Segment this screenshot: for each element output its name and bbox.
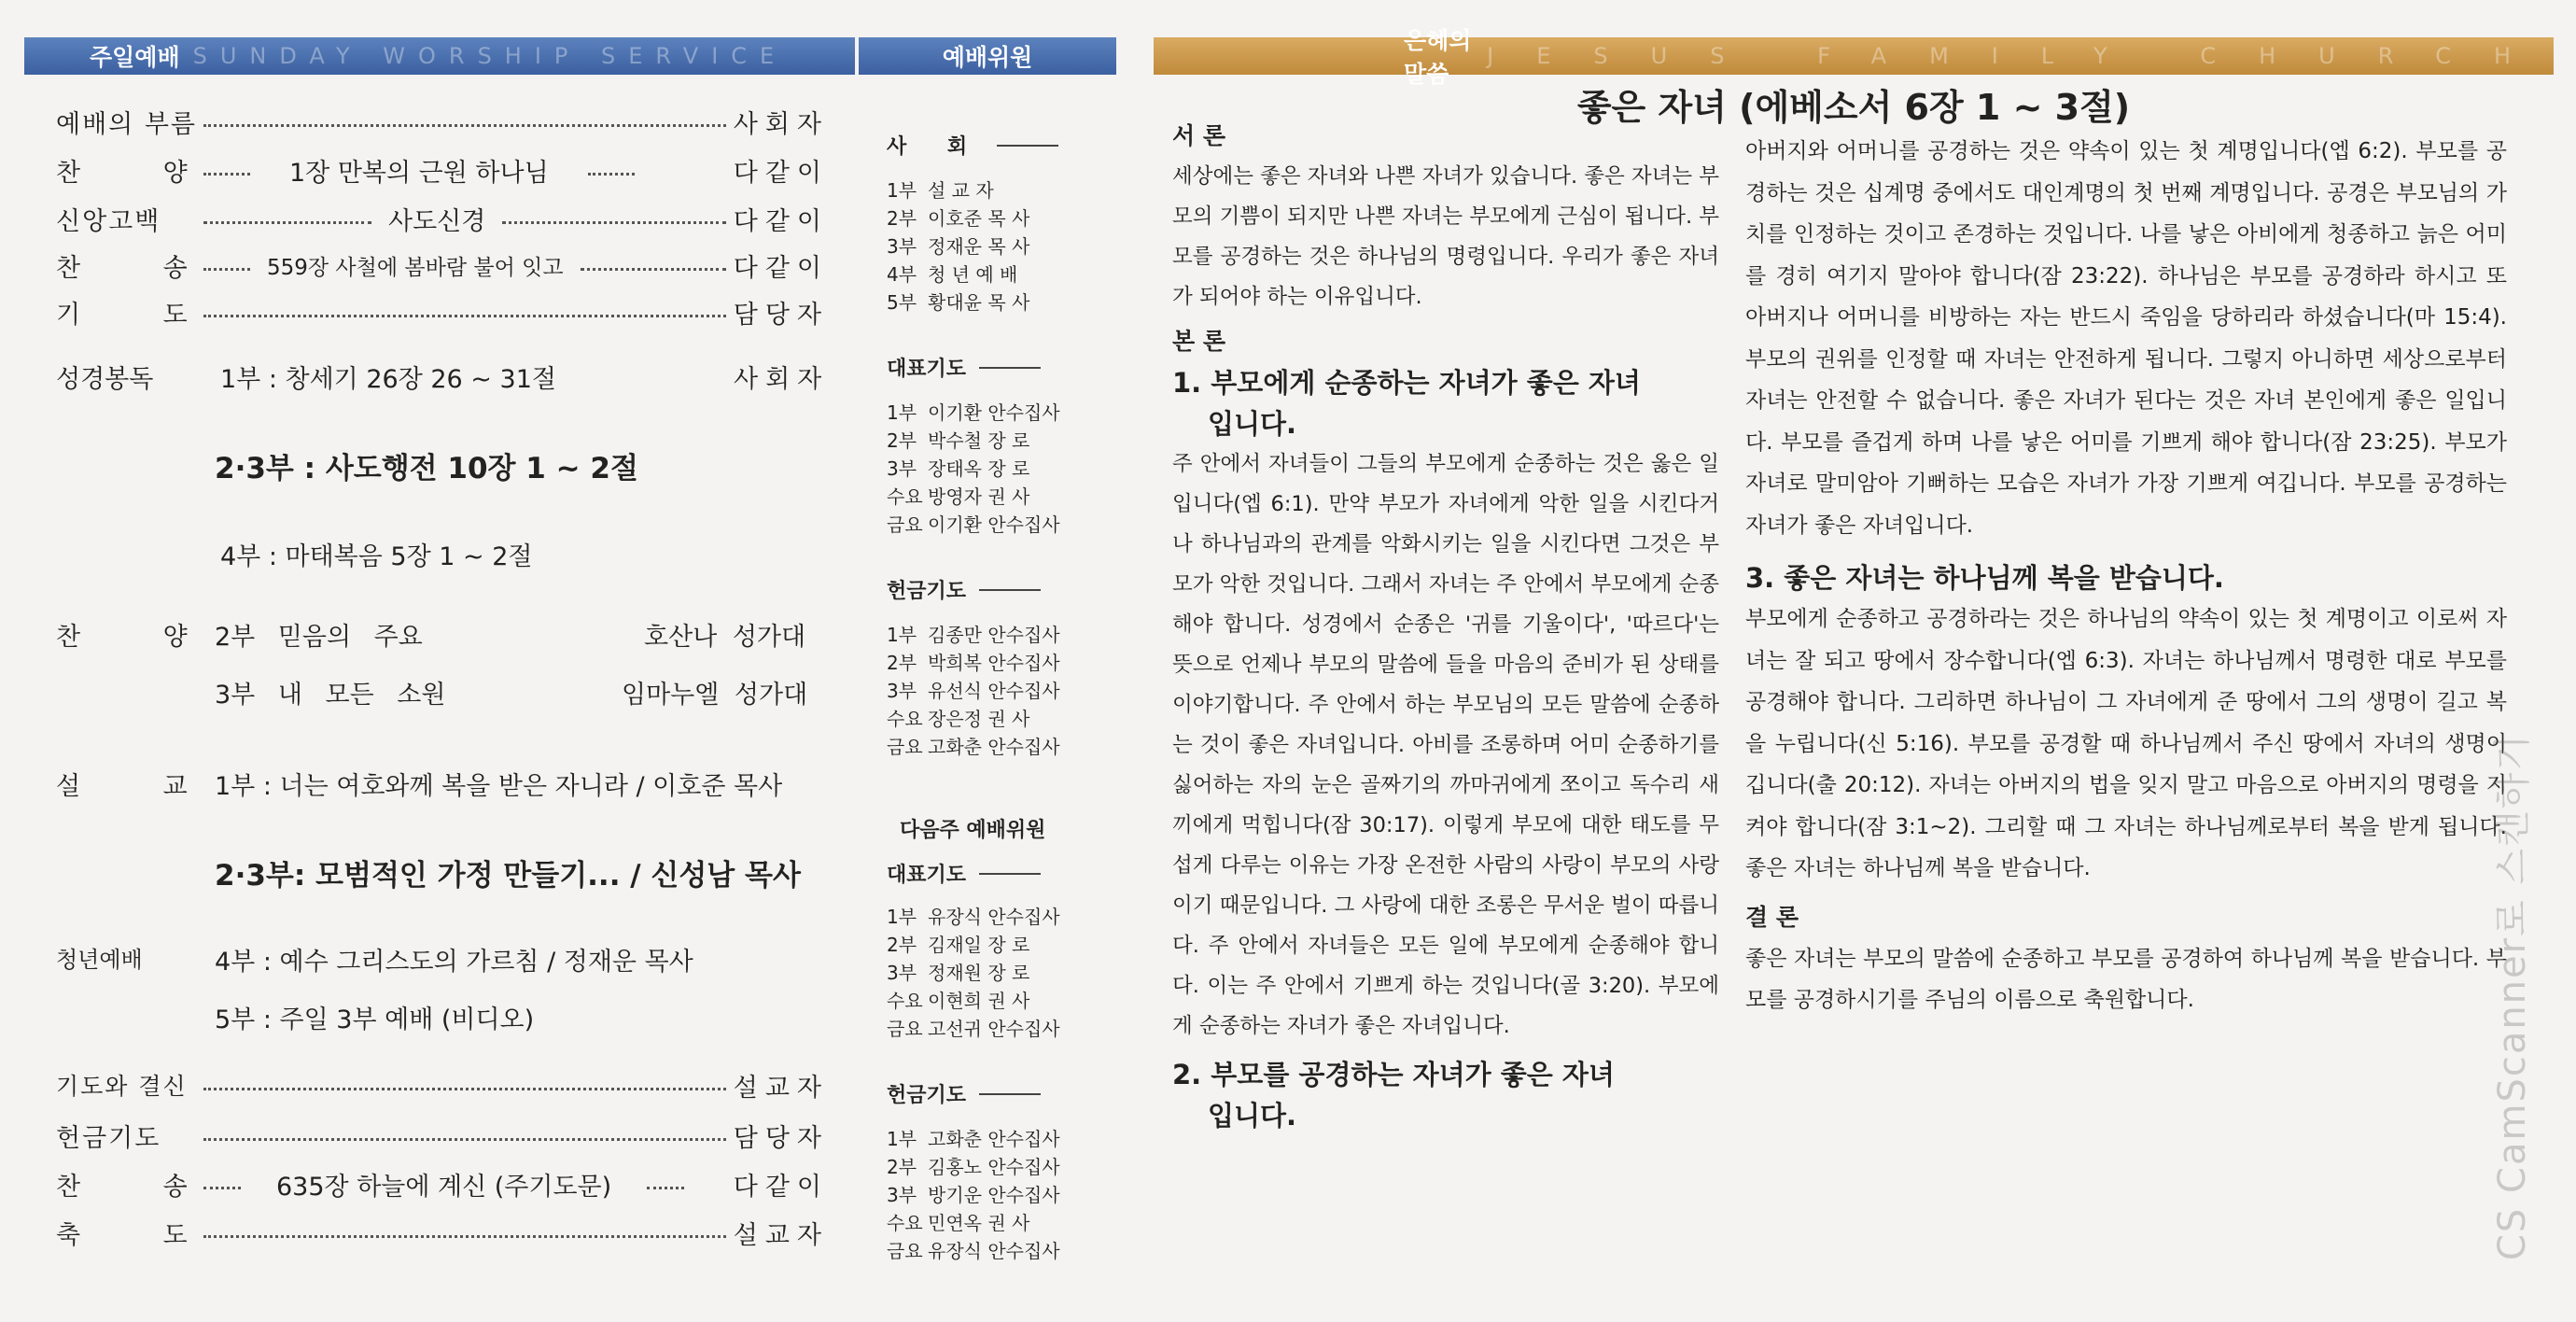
staff-part: 3부 <box>887 457 917 480</box>
praise-part2: 2부 믿음의 주요 <box>215 623 423 652</box>
staff-group-title <box>887 131 1058 160</box>
staff-row <box>887 176 1094 204</box>
praise-choir2: 호산나 성가대 <box>644 623 806 652</box>
order-offering <box>56 1117 829 1154</box>
sermon-column-right <box>1745 131 2507 1021</box>
next-week-title <box>900 814 1045 843</box>
staff-name: 김종만 안수집사 <box>928 624 1060 646</box>
order-label: 설 교 <box>56 772 225 801</box>
order-role: 사회자 <box>733 109 829 139</box>
order-decision <box>56 1066 829 1104</box>
point1-heading <box>1172 362 1719 444</box>
staff-part: 1부 <box>887 179 917 202</box>
order-label: 축 도 <box>56 1220 225 1250</box>
order-role: 다같이 <box>733 253 829 283</box>
worship-english-title: SUNDAY WORSHIP SERVICE <box>192 43 788 69</box>
staff-name: 방기운 안수집사 <box>928 1184 1060 1206</box>
staff-row <box>887 1208 1094 1236</box>
point3-heading: 3. 좋은 자녀는 하나님께 복을 받습니다. <box>1745 562 2224 594</box>
staff-name: 고화춘 안수집사 <box>928 736 1060 758</box>
staff-part: 3부 <box>887 1184 917 1206</box>
staff-name: 유장식 안수집사 <box>928 1240 1060 1262</box>
staff-row <box>887 704 1094 732</box>
staff-group-title-text: 사 회 <box>887 135 985 159</box>
dotted-leader <box>203 1088 726 1090</box>
staff-part: 2부 <box>887 1156 917 1178</box>
sermon-header-band <box>1154 27 2554 88</box>
dotted-leader <box>647 1187 684 1189</box>
sermon-part23: 2·3부: 모범적인 가정 만들기... / 신성남 목사 <box>215 859 801 893</box>
order-text: 559장 사철에 봄바람 불어 잇고 <box>267 255 564 280</box>
order-label: 예배의 부름 <box>56 109 197 139</box>
order-text: 635장 하늘에 계신 (주기도문) <box>276 1172 612 1202</box>
point3-text: 부모에게 순종하고 공경하라는 것은 하나님의 약속이 있는 첫 계명이고 이로써 자녀는 잘 되고 땅에서 장수합니다(엡 6:3). 자녀는 하나님께서 명령한 대로 부모를 공경해야 합니다. 그리하면 하나님이 그 자녀에게 준 땅에서 그의 생명이 길고 복을 누립니다(신 5:16). 부모를 공경할 때 하나님께서 주신 땅에서 자녀의 생명이 깁니다(출 20:12). 자녀는 아버지의 법을 잊지 말고 마음으로 아버지의 명령을 지켜야 합니다(잠 3:1~2). 그리할 때 그 자녀는 하나님께로부터 복을 받게 됩니다. 좋은 자녀는 하나님께 복을 받습니다. <box>1745 607 2507 880</box>
staff-name: 이기환 안수집사 <box>928 513 1060 536</box>
point2-heading-line1: 2. 부모를 공경하는 자녀가 좋은 자녀 <box>1172 1059 1615 1090</box>
staff-row <box>887 732 1094 760</box>
staff-name: 유선식 안수집사 <box>928 680 1060 702</box>
staff-name: 이기환 안수집사 <box>928 401 1060 424</box>
staff-row <box>887 482 1094 510</box>
order-role: 다같이 <box>733 158 829 188</box>
point2-heading <box>1172 1054 1719 1136</box>
order-label: 찬 송 <box>56 1172 225 1202</box>
worship-title: 주일예배 <box>90 44 180 71</box>
order-call <box>56 103 829 140</box>
title-rule <box>997 145 1058 147</box>
scripture-part1: 1부 : 창세기 26장 26 ~ 31절 <box>220 365 556 394</box>
order-text: 1장 만복의 근원 하나님 <box>289 158 549 188</box>
staff-row <box>887 232 1094 260</box>
order-role: 담당자 <box>733 1123 829 1153</box>
staff-name: 민연옥 권 사 <box>928 1212 1030 1234</box>
staff-name: 설 교 자 <box>928 179 994 202</box>
staff-row <box>887 620 1094 648</box>
order-label: 기도와 결신 <box>56 1073 188 1100</box>
order-role: 다같이 <box>733 206 829 236</box>
staff-row <box>887 1014 1094 1042</box>
sermon-part1: 1부 : 너는 여호와께 복을 받은 자니라 / 이호준 목사 <box>215 772 783 801</box>
dotted-leader <box>203 173 250 176</box>
dotted-leader <box>203 1138 726 1141</box>
point1-text: 주 안에서 자녀들이 그들의 부모에게 순종하는 것은 옳은 일입니다(엡 6:1). 만약 부모가 자녀에게 악한 일을 시킨다거나 하나님과의 관계를 악화시키는 일을 시킨다면 그것은 부모가 악한 것입니다. 그래서 자녀는 주 안에서 부모에게 순종해야 합니다. 성경에서 순종은 '귀를 기울이다', '따르다'는 뜻으로 언제나 부모의 말씀에 들을 마음의 준비가 된 상태를 이야기합니다. 주 안에서 하는 부모님의 모든 말씀에 순종하는 것이 좋은 자녀입니다. 아비를 조롱하며 어미 순종하기를 싫어하는 자의 눈은 골짜기의 까마귀에게 쪼이고 독수리 새끼에게 먹힙니다(잠 30:17). 이렇게 부모에 대한 태도를 무섭게 다루는 이유는 가장 온전한 사람의 사랑이 부모의 사랑이기 때문입니다. 그 사랑에 대한 조롱은 무서운 벌이 따릅니다. 주 안에서 자녀들은 모든 일에 부모에게 순종해야 합니다. 이는 주 안에서 기쁘게 하는 것입니다(골 3:20). 부모에게 순종하는 자녀가 좋은 자녀입니다. <box>1172 452 1720 1038</box>
staff-part: 4부 <box>887 263 917 286</box>
staff-name: 장태옥 장 로 <box>928 457 1030 480</box>
order-role: 담당자 <box>733 300 829 330</box>
staff-row <box>887 260 1094 288</box>
staff-row <box>887 398 1094 426</box>
staff-row <box>887 510 1094 538</box>
staff-row <box>887 288 1094 316</box>
staff-part: 금요 <box>887 736 923 758</box>
staff-group-title <box>887 859 1041 888</box>
staff-row <box>887 426 1094 454</box>
order-label: 청년예배 <box>56 947 143 973</box>
order-role: 사회자 <box>734 365 830 394</box>
order-label: 신앙고백 <box>56 206 161 236</box>
body-heading: 본 론 <box>1172 328 1226 355</box>
staff-name: 박수철 장 로 <box>928 429 1030 452</box>
staff-group-title-text: 헌금기도 <box>887 1084 967 1107</box>
order-role: 다같이 <box>733 1172 829 1202</box>
order-creed <box>56 200 829 237</box>
staff-row <box>887 1152 1094 1180</box>
staff-row <box>887 204 1094 232</box>
worship-header-band <box>24 37 1116 75</box>
dotted-leader <box>203 221 371 224</box>
order-label: 찬 송 <box>56 253 225 283</box>
order-label: 헌금기도 <box>56 1123 161 1153</box>
staff-part: 2부 <box>887 429 917 452</box>
staff-group-title-text: 헌금기도 <box>887 580 967 603</box>
staff-row <box>887 1180 1094 1208</box>
sermon-band-title: 은혜의 말씀 <box>1404 27 1472 88</box>
staff-part: 수요 <box>887 990 923 1012</box>
order-hymn <box>56 151 829 189</box>
staff-part: 금요 <box>887 1018 923 1040</box>
staff-name: 김홍노 안수집사 <box>928 1156 1060 1178</box>
praise-part3: 3부 내 모든 소원 <box>215 681 446 710</box>
order-role: 설교자 <box>733 1220 829 1250</box>
staff-part: 3부 <box>887 680 917 702</box>
praise-choir3: 임마누엘 성가대 <box>622 681 808 710</box>
staff-row <box>887 958 1094 986</box>
dotted-leader <box>581 268 726 271</box>
sermon-column-left <box>1172 116 1719 1136</box>
staff-group-title <box>887 1079 1041 1108</box>
point2-heading-line2: 입니다. <box>1208 1100 1297 1132</box>
order-label: 찬 양 <box>56 623 225 652</box>
staff-part: 5부 <box>887 291 917 314</box>
order-role: 설교자 <box>733 1073 829 1103</box>
scripture-part23: 2·3부 : 사도행전 10장 1 ~ 2절 <box>215 452 638 485</box>
title-rule <box>979 367 1041 369</box>
point1-heading-line2: 입니다. <box>1208 408 1297 440</box>
dotted-leader <box>203 315 726 317</box>
dotted-leader <box>203 1235 726 1238</box>
staff-name: 고화춘 안수집사 <box>928 1128 1060 1150</box>
order-prayer <box>56 293 829 330</box>
staff-name: 유장식 안수집사 <box>928 906 1060 928</box>
staff-name: 이호준 목 사 <box>928 207 1030 230</box>
staff-name: 고선귀 안수집사 <box>928 1018 1060 1040</box>
staff-part: 3부 <box>887 962 917 984</box>
staff-part: 수요 <box>887 485 923 508</box>
staff-name: 정재원 장 로 <box>928 962 1030 984</box>
staff-row <box>887 676 1094 704</box>
staff-part: 1부 <box>887 1128 917 1150</box>
staff-part: 수요 <box>887 1212 923 1234</box>
staff-part: 1부 <box>887 624 917 646</box>
staff-row <box>887 930 1094 958</box>
dotted-leader <box>588 173 635 176</box>
point2-text: 아버지와 어머니를 공경하는 것은 약속이 있는 첫 계명입니다(엡 6:2). 부모를 공경하는 것은 십계명 중에서도 대인계명의 첫 번째 계명입니다. 공경은 부모님의 가치를 인정하는 것이고 존경하는 것입니다. 나를 낳은 아비에게 청종하고 늙은 어미를 경히 여기지 말아야 합니다(잠 23:22). 하나님은 부모를 공경하라 하시고 또 아버지나 어머니를 비방하는 자는 반드시 죽임을 당하리라 하셨습니다(마 15:4). 부모의 권위를 인정할 때 자녀는 안전하게 됩니다. 그렇지 아니하면 세상으로부터 자녀는 안전할 수 없습니다. 좋은 자녀가 된다는 것은 자녀 본인에게 좋은 일입니다. 부모를 즐겁게 하며 나를 낳은 어미를 기쁘게 해야 합니다(잠 23:25). 부모가 자녀로 말미암아 기뻐하는 모습은 자녀가 가장 기쁘게 여깁니다. 부모를 공경하는 자녀가 좋은 자녀입니다. <box>1745 139 2507 538</box>
staff-name: 정재운 목 사 <box>928 235 1030 258</box>
staff-row <box>887 648 1094 676</box>
staff-title: 예배위원 <box>942 44 1033 71</box>
staff-name: 이현희 권 사 <box>928 990 1030 1012</box>
point1-heading-line1: 1. 부모에게 순종하는 자녀가 좋은 자녀 <box>1172 367 1641 399</box>
staff-name: 청 년 예 배 <box>928 263 1018 286</box>
intro-heading: 서 론 <box>1172 122 1226 149</box>
title-rule <box>979 589 1041 591</box>
staff-part: 2부 <box>887 207 917 230</box>
staff-part: 수요 <box>887 708 923 730</box>
staff-row <box>887 454 1094 482</box>
staff-row <box>887 1236 1094 1264</box>
staff-name: 방영자 권 사 <box>928 485 1030 508</box>
order-label: 기 도 <box>56 300 225 330</box>
order-benediction <box>56 1214 829 1251</box>
staff-part: 금요 <box>887 1240 923 1262</box>
staff-group-title-text: 대표기도 <box>887 358 967 381</box>
order-text: 사도신경 <box>388 206 486 236</box>
staff-row <box>887 1124 1094 1152</box>
staff-name: 장은정 권 사 <box>928 708 1030 730</box>
staff-row <box>887 986 1094 1014</box>
order-song <box>56 246 829 284</box>
staff-name: 황대윤 목 사 <box>928 291 1030 314</box>
staff-part: 3부 <box>887 235 917 258</box>
staff-part: 2부 <box>887 934 917 956</box>
scanner-watermark: CS CamScanner로 스캔하기 <box>2491 732 2534 1260</box>
dotted-leader <box>502 221 725 224</box>
order-label: 찬 양 <box>56 158 225 188</box>
youth-part4: 4부 : 예수 그리스도의 가르침 / 정재운 목사 <box>215 948 693 977</box>
order-label: 성경봉독 <box>56 365 154 394</box>
conclusion-heading: 결 론 <box>1745 903 1799 931</box>
order-closing <box>56 1165 829 1202</box>
dotted-leader <box>203 124 726 127</box>
dotted-leader <box>203 1187 241 1189</box>
dotted-leader <box>203 268 250 271</box>
scripture-part4: 4부 : 마태복음 5장 1 ~ 2절 <box>220 542 533 571</box>
title-rule <box>979 1093 1041 1095</box>
title-rule <box>979 873 1041 875</box>
staff-group-title-text: 대표기도 <box>887 864 967 887</box>
staff-name: 박희복 안수집사 <box>928 652 1060 674</box>
staff-part: 금요 <box>887 513 923 536</box>
youth-part5: 5부 : 주일 3부 예배 (비디오) <box>215 1006 535 1034</box>
staff-group-title <box>887 353 1041 382</box>
sermon-band-english: JESUS FAMILY CHURCH <box>1487 43 2554 69</box>
next-week-title-text: 다음주 예배위원 <box>900 819 1046 842</box>
staff-name: 김재일 장 로 <box>928 934 1030 956</box>
sermon-title: 좋은 자녀 (에베소서 6장 1 ~ 3절) <box>1576 87 2131 128</box>
staff-group-title <box>887 575 1041 604</box>
staff-part: 1부 <box>887 906 917 928</box>
staff-part: 2부 <box>887 652 917 674</box>
conclusion-text: 좋은 자녀는 부모의 말씀에 순종하고 부모를 공경하여 하나님께 복을 받습니다. 부모를 공경하시기를 주님의 이름으로 축원합니다. <box>1745 946 2507 1012</box>
intro-text: 세상에는 좋은 자녀와 나쁜 자녀가 있습니다. 좋은 자녀는 부모의 기쁨이 되지만 나쁜 자녀는 부모에게 근심이 됩니다. 부모를 공경하는 것은 하나님의 명령입니다. 우리가 좋은 자녀가 되어야 하는 이유입니다. <box>1172 164 1720 309</box>
staff-part: 1부 <box>887 401 917 424</box>
staff-row <box>887 902 1094 930</box>
